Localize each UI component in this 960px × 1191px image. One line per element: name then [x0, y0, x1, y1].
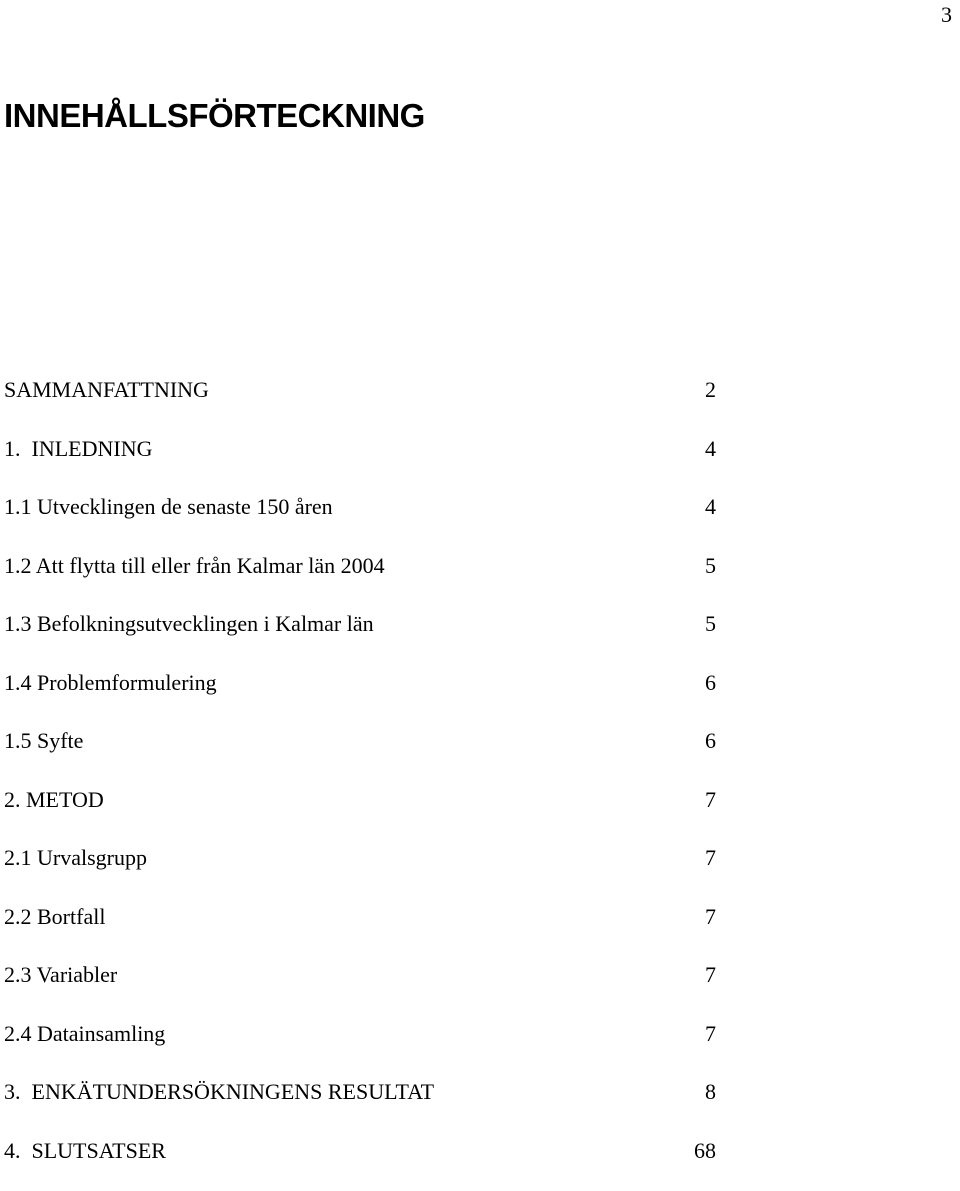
toc-entry-title: 1.2 Att flytta till eller från Kalmar län 2004 — [4, 548, 385, 584]
toc-entry-page: 7 — [705, 899, 716, 935]
toc-entry-page: 4 — [705, 431, 716, 467]
toc-entry-title: 1.4 Problemformulering — [4, 665, 217, 701]
toc-entry-2-4 — [4, 1016, 716, 1075]
toc-entry-title: 3. ENKÄTUNDERSÖKNINGENS RESULTAT — [4, 1074, 434, 1110]
toc-entry-title: 2.3 Variabler — [4, 957, 117, 993]
toc-entry-resultat — [4, 1074, 716, 1133]
toc-entry-title: 1.1 Utvecklingen de senaste 150 åren — [4, 489, 333, 525]
toc-entry-page: 5 — [705, 606, 716, 642]
toc-entry-sammanfattning — [4, 372, 716, 431]
toc-entry-1-2 — [4, 548, 716, 607]
toc-entry-slutsatser — [4, 1133, 716, 1191]
toc-entry-1-4 — [4, 665, 716, 724]
toc-entry-page: 7 — [705, 840, 716, 876]
toc-list — [4, 372, 716, 1191]
toc-entry-title: 2.1 Urvalsgrupp — [4, 840, 147, 876]
toc-entry-1-1 — [4, 489, 716, 548]
toc-entry-title: 2. METOD — [4, 782, 104, 818]
toc-entry-title: 1.3 Befolkningsutvecklingen i Kalmar län — [4, 606, 374, 642]
toc-entry-metod — [4, 782, 716, 841]
page-number: 3 — [941, 2, 952, 28]
toc-entry-title: SAMMANFATTNING — [4, 372, 209, 408]
toc-entry-page: 8 — [705, 1074, 716, 1110]
toc-entry-page: 7 — [705, 1016, 716, 1052]
toc-entry-title: 4. SLUTSATSER — [4, 1133, 166, 1169]
toc-entry-page: 6 — [705, 723, 716, 759]
toc-entry-page: 7 — [705, 957, 716, 993]
toc-entry-title: 2.2 Bortfall — [4, 899, 105, 935]
toc-entry-inledning — [4, 431, 716, 490]
toc-entry-title: 1.5 Syfte — [4, 723, 83, 759]
toc-entry-page: 7 — [705, 782, 716, 818]
toc-entry-1-5 — [4, 723, 716, 782]
toc-entry-2-3 — [4, 957, 716, 1016]
toc-entry-2-2 — [4, 899, 716, 958]
toc-entry-page: 4 — [705, 489, 716, 525]
toc-entry-page: 68 — [694, 1133, 716, 1169]
toc-entry-page: 6 — [705, 665, 716, 701]
toc-entry-1-3 — [4, 606, 716, 665]
toc-entry-title: 1. INLEDNING — [4, 431, 152, 467]
toc-entry-2-1 — [4, 840, 716, 899]
toc-entry-title: 2.4 Datainsamling — [4, 1016, 165, 1052]
toc-entry-page: 2 — [705, 372, 716, 408]
toc-heading: INNEHÅLLSFÖRTECKNING — [4, 94, 425, 138]
toc-entry-page: 5 — [705, 548, 716, 584]
